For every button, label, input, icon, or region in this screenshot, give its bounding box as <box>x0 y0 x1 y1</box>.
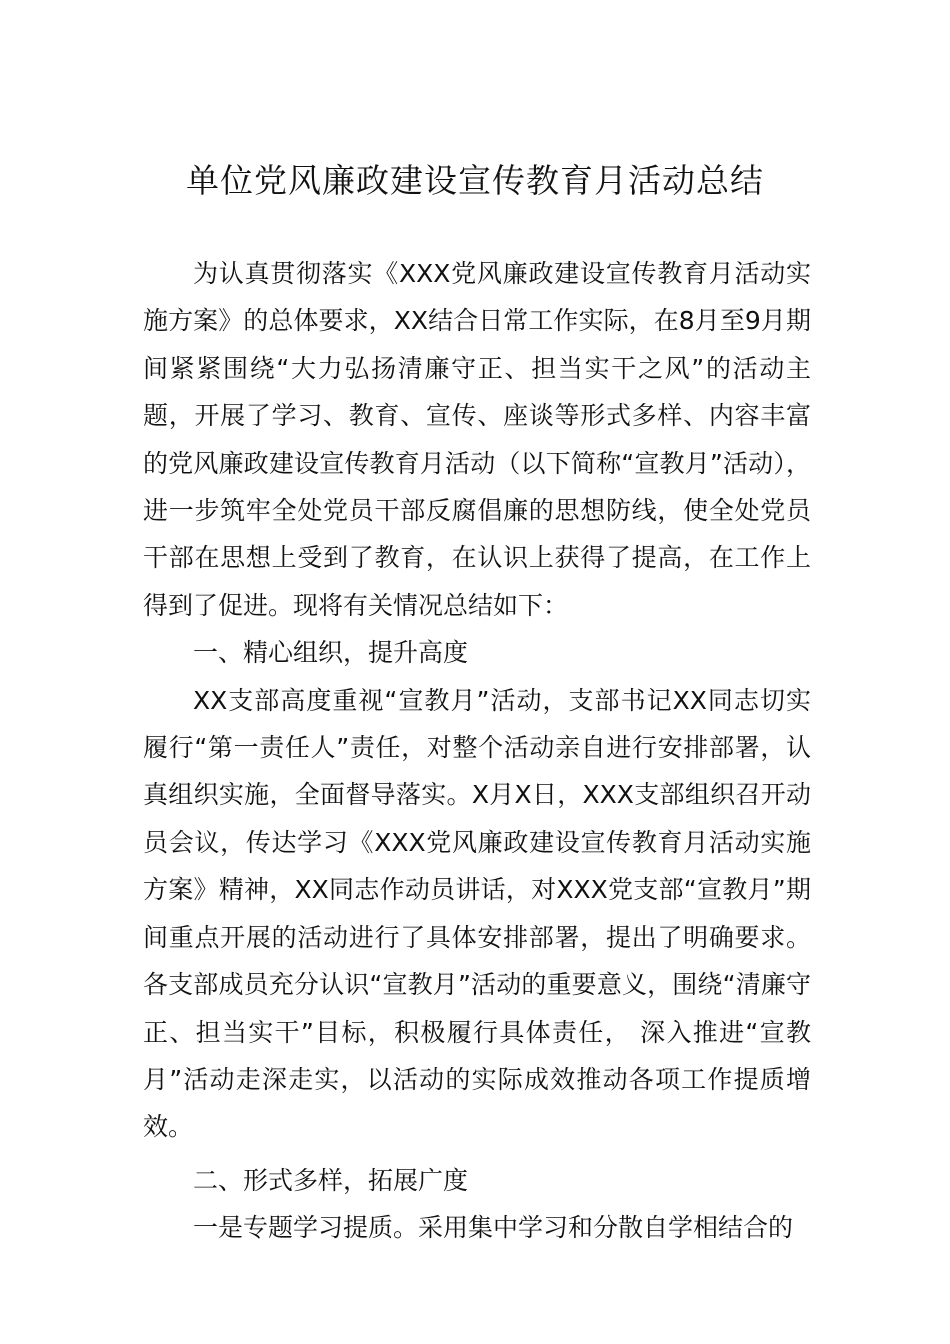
section-1-paragraph: XX支部高度重视“宣教月”活动，支部书记XX同志切实履行“第一责任人”责任，对整个活动亲自进行安排部署，认真组织实施，全面督导落实。X月X日，XXX支部组织召开动员会议，传达学习《XXX党风廉政建设宣传教育月活动实施方案》精神，XX同志作动员讲话，对XXX党支部“宣教月”期间重点开展的活动进行了具体安排部署，提出了明确要求。各支部成员充分认识“宣教月”活动的重要意义，围绕“清廉守正、担当实干”目标，积极履行具体责任， 深入推进“宣教月”活动走深走实，以活动的实际成效推动各项工作提质增效。 <box>143 685 811 1142</box>
section-heading-1: 一、精心组织，提升高度 <box>193 638 469 668</box>
document-body <box>143 250 811 1252</box>
section-heading-2: 二、形式多样，拓展广度 <box>193 1165 469 1195</box>
section-2-paragraph: 一是专题学习提质。采用集中学习和分散自学相结合的 <box>193 1213 794 1243</box>
document-title: 单位党风廉政建设宣传教育月活动总结 <box>186 161 764 200</box>
intro-paragraph: 为认真贯彻落实《XXX党风廉政建设宣传教育月活动实施方案》的总体要求，XX结合日常工作实际，在8月至9月期间紧紧围绕“大力弘扬清廉守正、担当实干之风”的活动主题，开展了学习、教育、宣传、座谈等形式多样、内容丰富的党风廉政建设宣传教育月活动（以下简称“宣教月”活动），进一步筑牢全处党员干部反腐倡廉的思想防线，使全处党员干部在思想上受到了教育，在认识上获得了提高，在工作上得到了促进。现将有关情况总结如下： <box>143 259 811 620</box>
